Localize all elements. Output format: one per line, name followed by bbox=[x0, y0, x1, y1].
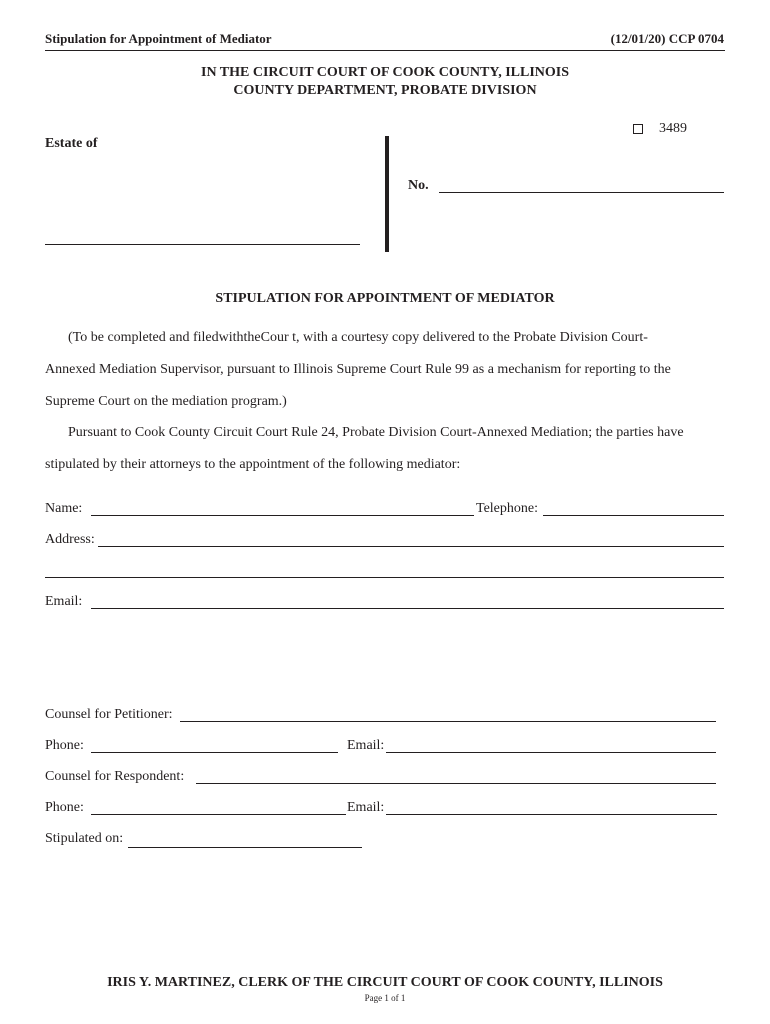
stipulated-on-field[interactable] bbox=[128, 847, 362, 848]
mediator-name-label: Name: bbox=[45, 501, 83, 516]
petitioner-phone-label: Phone: bbox=[45, 738, 84, 753]
mediator-telephone-field[interactable] bbox=[543, 515, 724, 516]
mediator-telephone-label: Telephone: bbox=[476, 501, 538, 516]
caption-divider bbox=[385, 136, 389, 252]
estate-label: Estate of bbox=[45, 136, 98, 151]
case-number-line[interactable] bbox=[439, 192, 724, 193]
mediator-address-label: Address: bbox=[45, 532, 95, 547]
code-checkbox[interactable] bbox=[633, 124, 643, 134]
respondent-email-field[interactable] bbox=[386, 814, 717, 815]
mediator-address-field[interactable] bbox=[98, 546, 724, 547]
page-number: Page 1 of 1 bbox=[364, 993, 406, 1003]
petitioner-email-label: Email: bbox=[347, 738, 385, 753]
respondent-counsel-label: Counsel for Respondent: bbox=[45, 769, 185, 784]
form-code: (12/01/20) CCP 0704 bbox=[610, 31, 724, 46]
court-division: COUNTY DEPARTMENT, PROBATE DIVISION bbox=[233, 83, 537, 98]
case-number-label: No. bbox=[408, 178, 429, 193]
estate-name-line[interactable] bbox=[45, 244, 360, 245]
mediator-name-field[interactable] bbox=[91, 515, 474, 516]
code-number: 3489 bbox=[659, 121, 687, 136]
respondent-phone-label: Phone: bbox=[45, 800, 84, 815]
petitioner-email-field[interactable] bbox=[386, 752, 716, 753]
stipulated-on-label: Stipulated on: bbox=[45, 831, 124, 846]
instructions-line-3: Supreme Court on the mediation program.) bbox=[45, 394, 287, 409]
court-name: IN THE CIRCUIT COURT OF COOK COUNTY, ILLINOIS bbox=[201, 65, 569, 80]
instructions-line-1: (To be completed and filedwiththeCour t, with a courtesy copy delivered to the Probate Division Court- bbox=[68, 330, 648, 345]
petitioner-counsel-field[interactable] bbox=[180, 721, 716, 722]
respondent-email-label: Email: bbox=[347, 800, 385, 815]
header-rule bbox=[45, 50, 725, 51]
petitioner-counsel-label: Counsel for Petitioner: bbox=[45, 707, 173, 722]
clerk-footer: IRIS Y. MARTINEZ, CLERK OF THE CIRCUIT COURT OF COOK COUNTY, ILLINOIS bbox=[107, 975, 663, 990]
document-title: STIPULATION FOR APPOINTMENT OF MEDIATOR bbox=[215, 291, 555, 306]
instructions-line-2: Annexed Mediation Supervisor, pursuant to Illinois Supreme Court Rule 99 as a mechanism for reporting to the bbox=[45, 362, 671, 377]
stipulation-line-1: Pursuant to Cook County Circuit Court Rule 24, Probate Division Court-Annexed Mediation; the parties have bbox=[68, 425, 684, 440]
mediator-email-field[interactable] bbox=[91, 608, 724, 609]
stipulation-line-2: stipulated by their attorneys to the appointment of the following mediator: bbox=[45, 457, 461, 472]
respondent-counsel-field[interactable] bbox=[196, 783, 716, 784]
mediator-email-label: Email: bbox=[45, 594, 83, 609]
mediator-address-field-2[interactable] bbox=[45, 577, 724, 578]
petitioner-phone-field[interactable] bbox=[91, 752, 338, 753]
form-title: Stipulation for Appointment of Mediator bbox=[45, 31, 272, 46]
respondent-phone-field[interactable] bbox=[91, 814, 346, 815]
